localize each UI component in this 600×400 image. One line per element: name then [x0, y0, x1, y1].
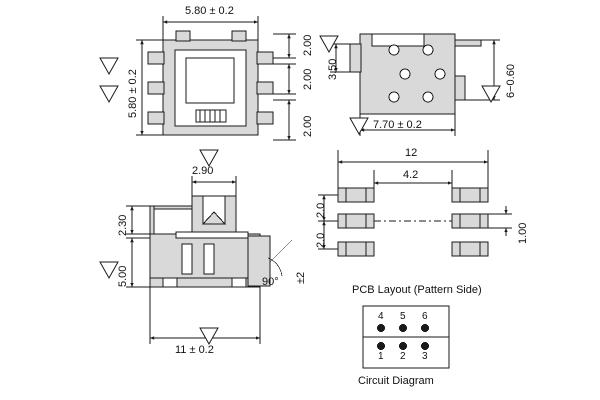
dim-front-width: 11 ± 0.2	[175, 344, 214, 356]
dim-pcb-pad: 1.00	[517, 222, 529, 244]
dim-side-height-left: 3.50	[327, 58, 339, 80]
dim-angle: 90°	[262, 276, 279, 288]
dim-pin-bottom: 2.00	[302, 115, 314, 137]
dim-pcb-overall: 12	[405, 147, 418, 159]
circuit-pin-5: 5	[400, 311, 406, 322]
circuit-pin-6: 6	[422, 311, 428, 322]
circuit-pin-2: 2	[400, 351, 406, 362]
circuit-pin-4: 4	[378, 311, 384, 322]
dim-pcb-inner: 4.2	[403, 169, 419, 181]
dim-front-b: 2.30	[117, 214, 129, 236]
dim-front-a: 2.90	[192, 165, 214, 177]
dim-top-height: 5.80 ± 0.2	[127, 69, 139, 118]
dim-pin-mid: 2.00	[302, 68, 314, 90]
dim-pcb-pitch-bottom: 2.0	[315, 232, 327, 248]
dim-angle-tolerance: ±2	[295, 271, 307, 284]
dim-front-c: 5.00	[117, 265, 129, 287]
dim-side-width: 7.70 ± 0.2	[373, 119, 422, 131]
circuit-diagram-caption: Circuit Diagram	[358, 375, 434, 387]
dim-pcb-pitch-top: 2.0	[315, 202, 327, 218]
dim-top-width: 5.80 ± 0.2	[185, 5, 234, 17]
dim-pin-top: 2.00	[302, 34, 314, 56]
pcb-layout-caption: PCB Layout (Pattern Side)	[352, 284, 482, 296]
dim-side-height-right: 6−0.60	[505, 64, 517, 98]
circuit-pin-3: 3	[422, 351, 428, 362]
circuit-pin-1: 1	[378, 351, 384, 362]
